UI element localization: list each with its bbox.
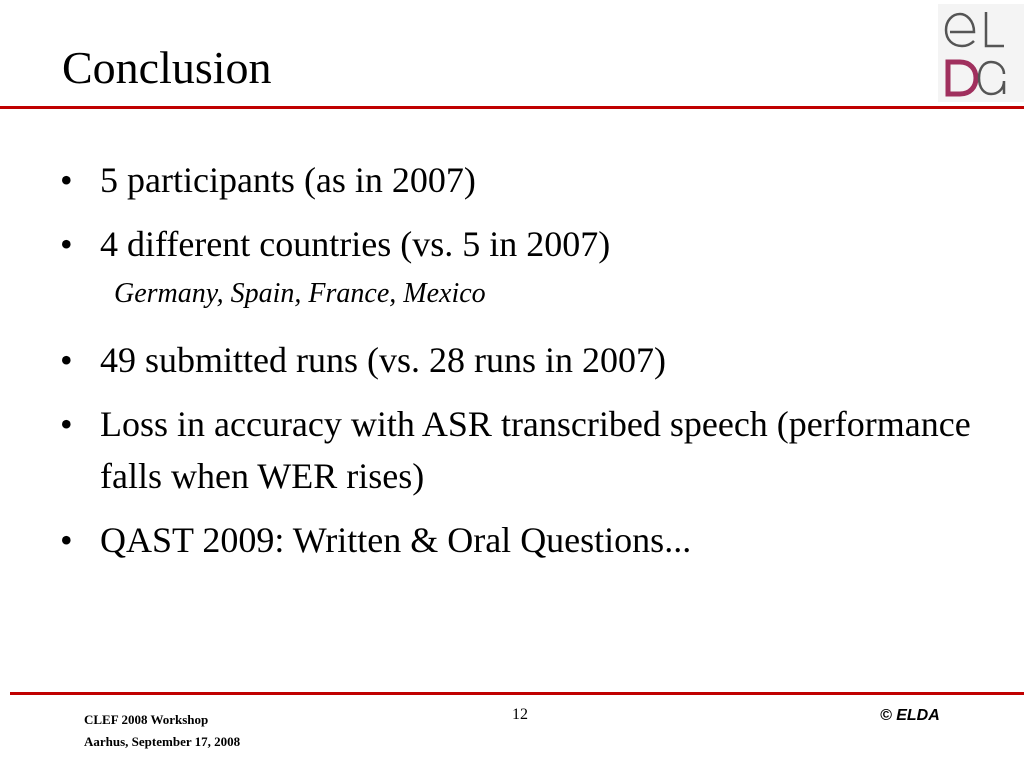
bullet-text: 49 submitted runs (vs. 28 runs in 2007) (100, 340, 666, 380)
bullet-glyph: • (60, 340, 73, 380)
bullet-glyph: • (60, 520, 73, 560)
copyright-notice: © ELDA (880, 707, 940, 724)
bullet-text: Loss in accuracy with ASR transcribed speech (performance falls when WER rises) (100, 404, 971, 496)
elda-logo-graphic (938, 4, 1024, 102)
bullet-text: 5 participants (as in 2007) (100, 160, 476, 200)
footer-event-name: CLEF 2008 Workshop (84, 712, 209, 727)
title-divider (0, 106, 1024, 109)
bullet-item (60, 514, 990, 566)
bullet-item (60, 334, 990, 386)
bullet-item (60, 218, 990, 270)
footer-event-date: Aarhus, September 17, 2008 (84, 734, 241, 749)
bullet-text: 4 different countries (vs. 5 in 2007) (100, 224, 611, 264)
bullet-text: QAST 2009: Written & Oral Questions... (100, 520, 692, 560)
footer-event-info (84, 710, 240, 752)
page-number: 12 (512, 706, 528, 723)
footer-divider (10, 692, 1024, 695)
slide-title: Conclusion (62, 42, 272, 93)
bullet-item (60, 154, 990, 206)
bullet-glyph: • (60, 160, 73, 200)
bullet-list (60, 150, 990, 566)
bullet-glyph: • (60, 404, 73, 444)
bullet-glyph: • (60, 224, 73, 264)
elda-logo (938, 4, 1024, 102)
bullet-item (60, 398, 990, 502)
sub-item-countries: Germany, Spain, France, Mexico (114, 278, 486, 309)
